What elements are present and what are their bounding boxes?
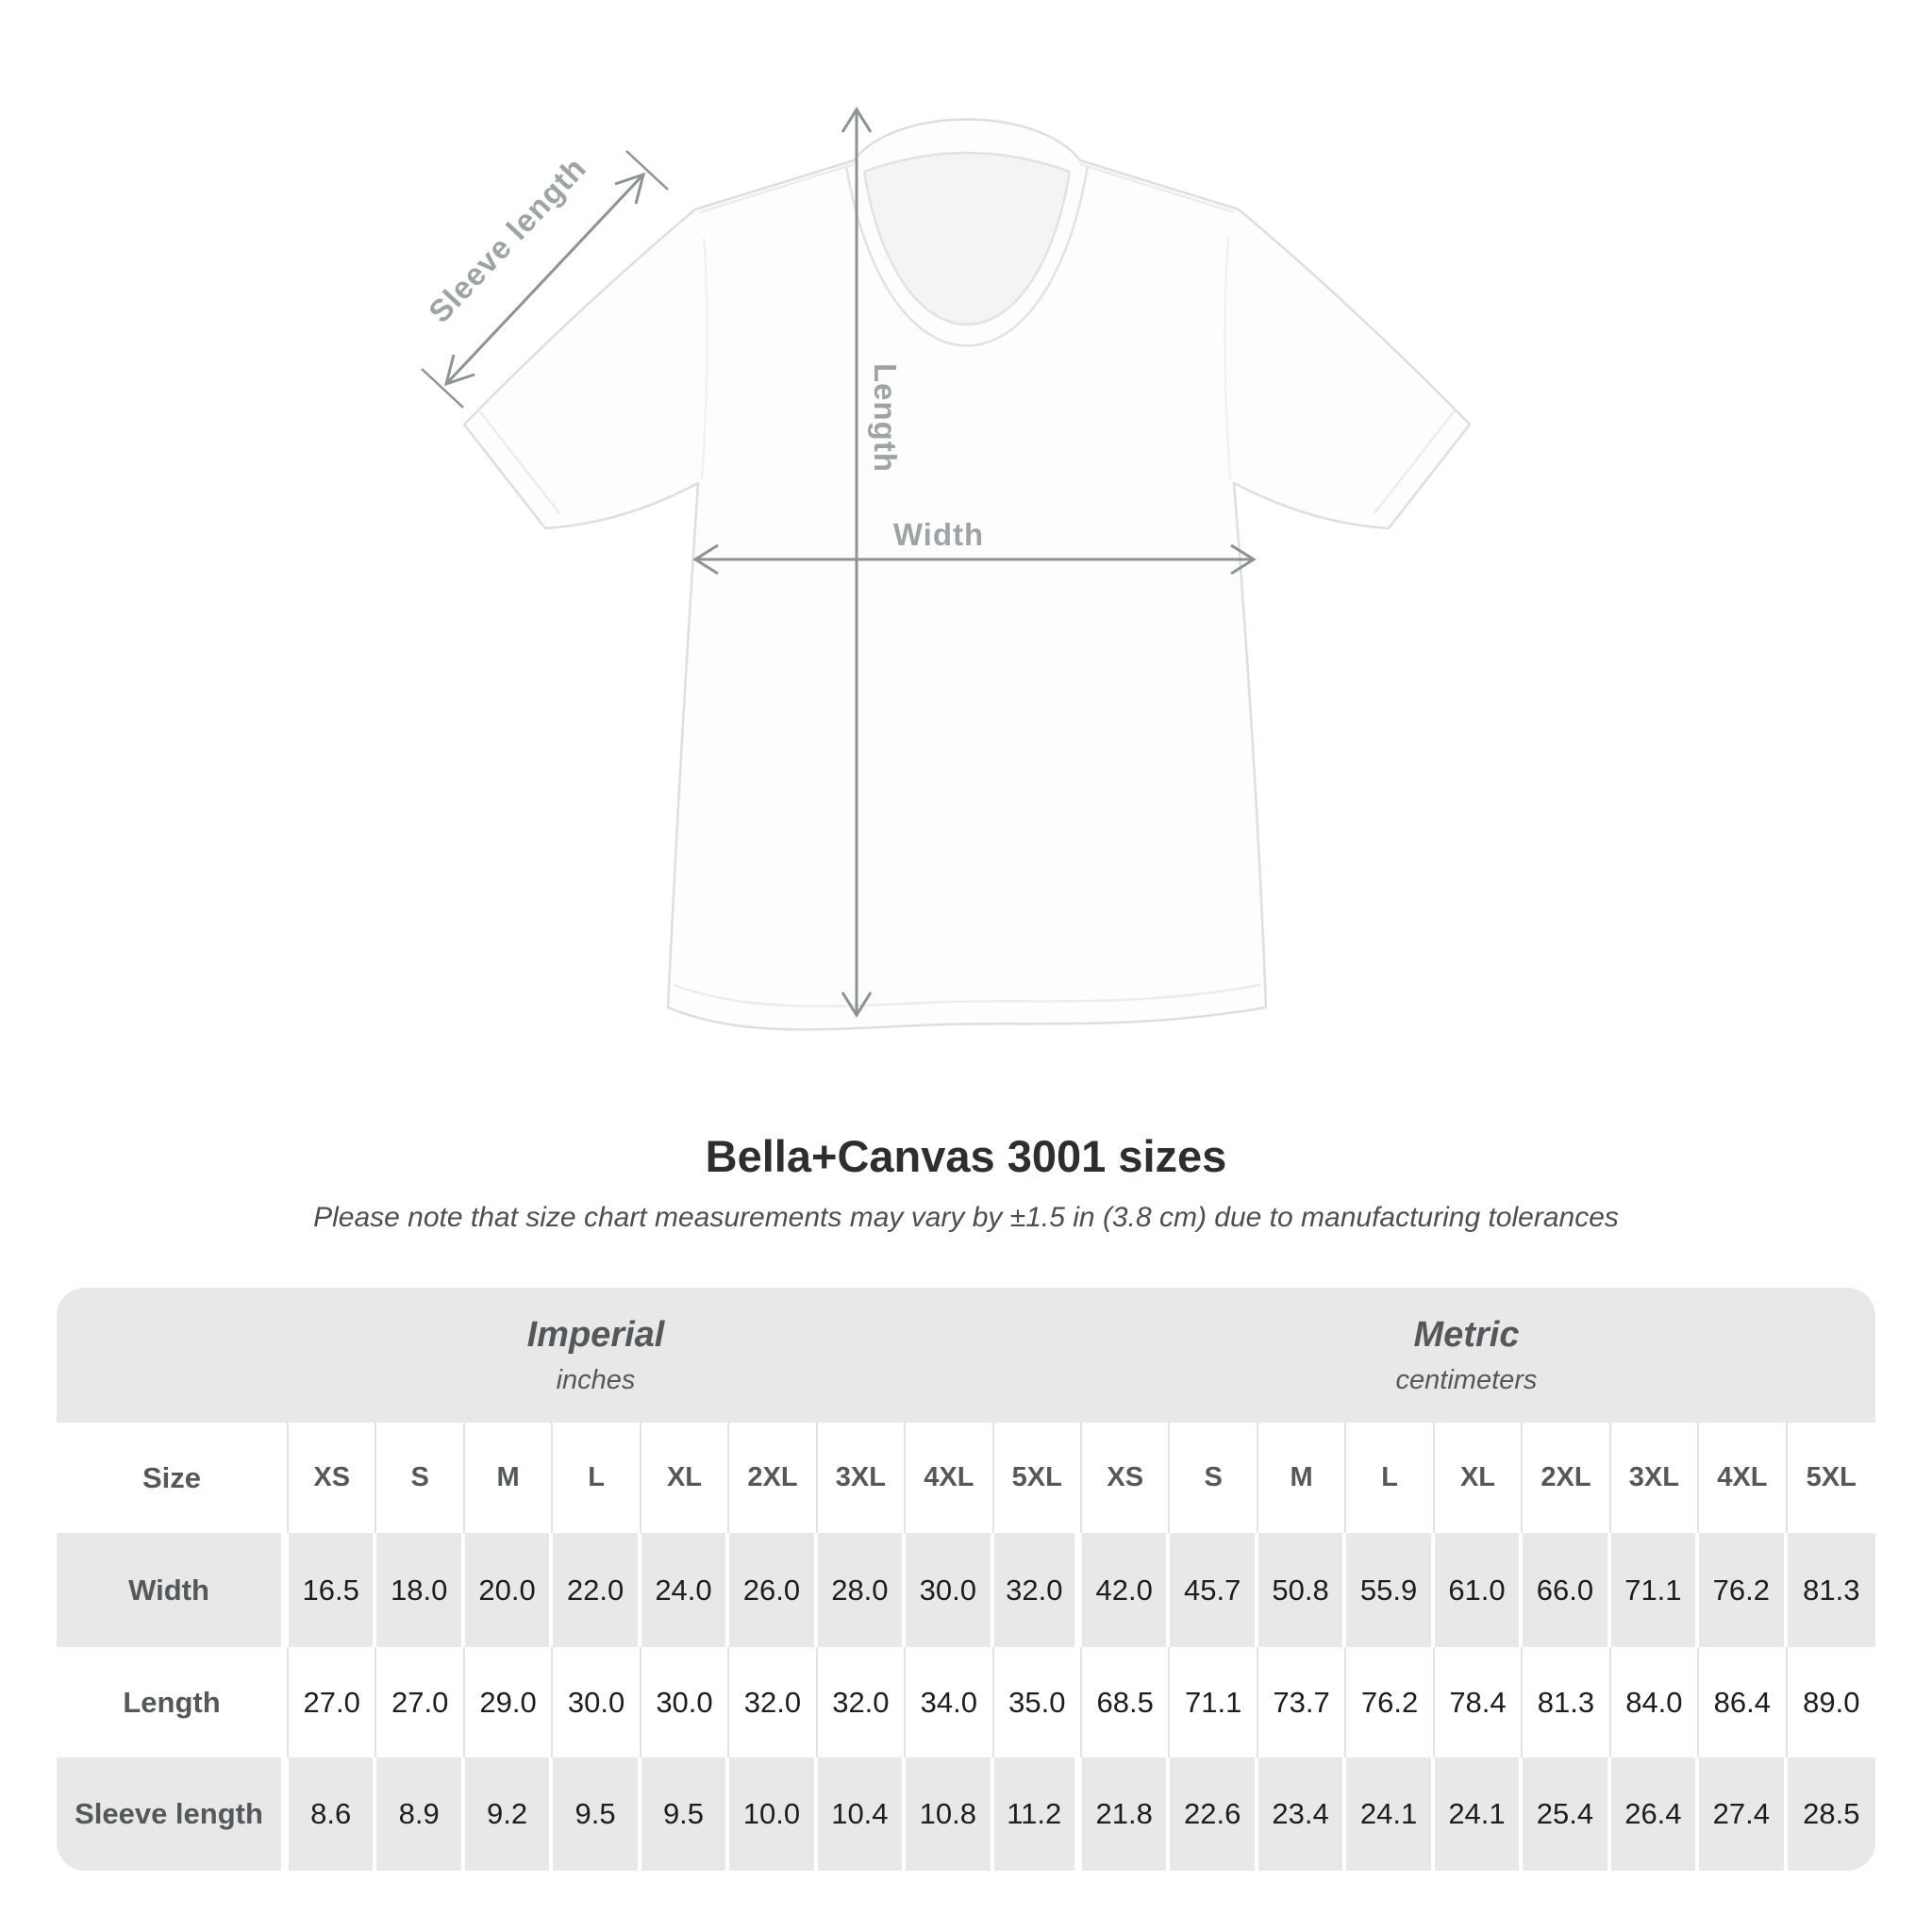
table-cell: 73.7 (1258, 1647, 1346, 1757)
table-cell: 22.0 (553, 1533, 641, 1647)
metric-label: Metric (1413, 1314, 1520, 1355)
table-cell: 23.4 (1258, 1757, 1346, 1871)
page-subtitle: Please note that size chart measurements may vary by ±1.5 in (3.8 cm) due to manufacturing tolerances (313, 1202, 1619, 1233)
table-cell: 27.0 (289, 1647, 376, 1757)
size-column-header: 3XL (818, 1423, 906, 1533)
table-cell: 10.4 (818, 1757, 906, 1871)
table-cell: 25.4 (1523, 1757, 1610, 1871)
table-cell: 81.3 (1788, 1533, 1875, 1647)
width-label: Width (892, 517, 985, 552)
table-cell: 55.9 (1346, 1533, 1434, 1647)
table-cell: 28.0 (818, 1533, 906, 1647)
row-label: Length (57, 1647, 289, 1757)
table-cell: 30.0 (641, 1647, 729, 1757)
table-cell: 27.0 (376, 1647, 464, 1757)
table-cell: 68.5 (1082, 1647, 1170, 1757)
size-column-header: 5XL (994, 1423, 1082, 1533)
size-column-header: L (553, 1423, 641, 1533)
imperial-unit-label: inches (556, 1364, 636, 1395)
table-cell: 61.0 (1435, 1533, 1523, 1647)
table-cell: 76.2 (1346, 1647, 1434, 1757)
size-column-header: XS (1082, 1423, 1170, 1533)
table-cell: 27.4 (1699, 1757, 1787, 1871)
table-cell: 45.7 (1170, 1533, 1257, 1647)
table-cell: 50.8 (1258, 1533, 1346, 1647)
imperial-unit-group (83, 1288, 1108, 1423)
imperial-label: Imperial (526, 1314, 665, 1355)
size-table (57, 1288, 1875, 1871)
table-cell: 8.9 (376, 1757, 464, 1871)
table-cell: 24.1 (1346, 1757, 1434, 1871)
table-cell: 8.6 (289, 1757, 376, 1871)
size-column-header: M (1258, 1423, 1346, 1533)
table-cell: 29.0 (465, 1647, 553, 1757)
table-cell: 30.0 (553, 1647, 641, 1757)
units-band (57, 1288, 1875, 1423)
table-cell: 76.2 (1699, 1533, 1787, 1647)
table-cell: 21.8 (1082, 1757, 1170, 1871)
table-cell: 10.0 (729, 1757, 817, 1871)
table-cell: 86.4 (1699, 1647, 1787, 1757)
table-cell: 9.5 (553, 1757, 641, 1871)
table-cell: 81.3 (1523, 1647, 1610, 1757)
size-table-grid (57, 1423, 1875, 1871)
table-cell: 32.0 (818, 1647, 906, 1757)
table-cell: 26.0 (729, 1533, 817, 1647)
table-cell: 24.0 (641, 1533, 729, 1647)
table-cell: 10.8 (906, 1757, 993, 1871)
metric-unit-label: centimeters (1395, 1364, 1538, 1395)
table-cell: 89.0 (1788, 1647, 1875, 1757)
size-column-header: XL (1435, 1423, 1523, 1533)
table-cell: 22.6 (1170, 1757, 1257, 1871)
table-cell: 32.0 (729, 1647, 817, 1757)
table-cell: 24.1 (1435, 1757, 1523, 1871)
table-cell: 71.1 (1170, 1647, 1257, 1757)
table-cell: 35.0 (994, 1647, 1082, 1757)
table-cell: 34.0 (906, 1647, 993, 1757)
length-label: Length (868, 363, 903, 473)
page-title: Bella+Canvas 3001 sizes (705, 1131, 1227, 1181)
table-cell: 78.4 (1435, 1647, 1523, 1757)
table-cell: 30.0 (906, 1533, 993, 1647)
table-cell: 28.5 (1788, 1757, 1875, 1871)
table-cell: 9.5 (641, 1757, 729, 1871)
table-cell: 9.2 (465, 1757, 553, 1871)
table-cell: 32.0 (994, 1533, 1082, 1647)
size-corner-label: Size (57, 1423, 289, 1533)
table-cell: 18.0 (376, 1533, 464, 1647)
size-column-header: 2XL (1523, 1423, 1610, 1533)
metric-unit-group (1070, 1288, 1863, 1423)
size-column-header: 2XL (729, 1423, 817, 1533)
table-cell: 11.2 (994, 1757, 1082, 1871)
table-cell: 66.0 (1523, 1533, 1610, 1647)
size-column-header: M (465, 1423, 553, 1533)
table-cell: 84.0 (1611, 1647, 1699, 1757)
size-column-header: XL (641, 1423, 729, 1533)
size-column-header: 3XL (1611, 1423, 1699, 1533)
table-cell: 26.4 (1611, 1757, 1699, 1871)
table-cell: 20.0 (465, 1533, 553, 1647)
row-label: Width (57, 1533, 289, 1647)
size-column-header: 4XL (1699, 1423, 1787, 1533)
sleeve-length-label: Sleeve length (421, 150, 593, 330)
size-column-header: S (1170, 1423, 1257, 1533)
table-cell: 71.1 (1611, 1533, 1699, 1647)
table-cell: 16.5 (289, 1533, 376, 1647)
table-cell: 42.0 (1082, 1533, 1170, 1647)
size-column-header: 4XL (906, 1423, 993, 1533)
row-label: Sleeve length (57, 1757, 289, 1871)
size-column-header: L (1346, 1423, 1434, 1533)
size-column-header: 5XL (1788, 1423, 1875, 1533)
size-column-header: XS (289, 1423, 376, 1533)
size-column-header: S (376, 1423, 464, 1533)
